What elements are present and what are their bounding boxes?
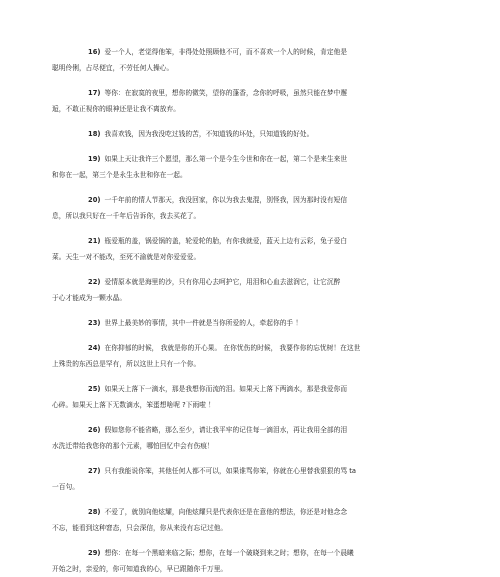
paragraph-text: 息，所以我只好在一千年后告诉你，我去买花了。 [52, 212, 201, 220]
paragraph-line [70, 340, 430, 356]
paragraph-line [70, 233, 430, 249]
paragraph [52, 274, 430, 306]
paragraph-text: 如果天上落下一滴水，那是我想你而流的泪。如果天上落下两滴水，那是我爱你而 [104, 385, 348, 393]
paragraph-number: 18) [88, 130, 101, 138]
paragraph-text: 不爱了，就别向他炫耀，向他炫耀只是代表你还是在意他的想法，你还是对他念念 [104, 508, 348, 516]
paragraph-line [52, 561, 430, 577]
paragraph-text: 爱情原本就是海里的沙，只有你用心去呵护它，用泪和心血去滋润它，让它沉醉 [104, 278, 341, 286]
paragraph-text: 爱一个人，老觉得他笨，非得处处照顾他不可，而不喜欢一个人的时候，肯定他是 [104, 48, 348, 56]
paragraph-number: 26) [88, 426, 101, 434]
paragraph [52, 192, 430, 224]
paragraph-line [70, 545, 430, 561]
paragraph-line [52, 520, 430, 536]
paragraph-line [70, 126, 430, 142]
paragraph-text: 在你抑郁的时候， 我就是你的开心果。 在你忧伤的时候， 我要作你的忘忧树！在这世 [104, 344, 361, 352]
paragraph-line [70, 85, 430, 101]
paragraph [52, 504, 430, 536]
paragraph-text: 瓶爱瓶的盖，锅爱锅的盖，轮爱轮的胎，有你我就爱，蓝天上边有云彩，兔子爱白 [104, 237, 348, 245]
paragraph [52, 463, 430, 495]
paragraph [52, 151, 430, 183]
paragraph-text: 我喜欢钱，因为我没吃过钱的苦，不知道钱的坏处，只知道钱的好处。 [104, 130, 314, 138]
paragraph-text: 如果上天让我许三个愿望，那么第一个是今生今世和你在一起，第二个是来生来世 [104, 155, 348, 163]
paragraph-line [70, 315, 430, 331]
paragraph-number: 28) [88, 508, 101, 516]
paragraph-line [52, 479, 430, 495]
paragraph [70, 315, 430, 331]
paragraph-line [70, 274, 430, 290]
paragraph-number: 23) [88, 319, 101, 327]
paragraph-text: 逅，不敢正视你的眼神还是让我不离放弃。 [52, 105, 181, 113]
paragraph-line [52, 290, 430, 306]
paragraph-text: 不忘，能看到这种窘态，只会深信，你从来没有忘记过他。 [52, 524, 228, 532]
paragraph-text: 开始之时，亲爱的，你可知道我的心，早已跟随你千万里。 [52, 565, 228, 573]
paragraph-text: 想你：在每一个黑暗来临之际；想你，在每一个破晓到来之时；想你，在每一个晨曦 [104, 549, 354, 557]
paragraph-text: 世界上最美妙的事情，其中一件就是当你所爱的人，牵起你的手 ！ [104, 319, 303, 327]
paragraph-line [52, 438, 430, 454]
paragraph-text: 一千年前的情人节那天，我没回家，你以为我去鬼混，别怪我，因为那时没有短信 [104, 196, 348, 204]
paragraph-line [70, 504, 430, 520]
paragraph-line [52, 60, 430, 76]
paragraph-number: 25) [88, 385, 101, 393]
paragraph-number: 17) [88, 89, 101, 97]
paragraph-text: 上殊贵的东西总是罕有，所以这世上只有一个你。 [52, 360, 201, 368]
paragraph-line [52, 249, 430, 265]
paragraph [70, 126, 430, 142]
paragraph [52, 44, 430, 76]
paragraph-number: 29) [88, 549, 101, 557]
paragraph-line [70, 463, 430, 479]
paragraph [52, 233, 430, 265]
paragraph-line [52, 167, 430, 183]
paragraph [52, 381, 430, 413]
paragraph-text: 和你在一起，第三个是永生永世和你在一起。 [52, 171, 187, 179]
paragraph-line [70, 151, 430, 167]
paragraph-text: 聪明伶俐，占尽便宜，不劳任何人操心。 [52, 64, 174, 72]
paragraph-number: 21) [88, 237, 101, 245]
paragraph [52, 545, 430, 577]
paragraph-line [70, 44, 430, 60]
paragraph-text: 心碎。如果天上落下无数滴水，笨蛋想啥呢 ?下雨啦 ！ [52, 401, 215, 409]
paragraph-line [70, 192, 430, 208]
paragraph-line [70, 422, 430, 438]
paragraph-line [70, 381, 430, 397]
paragraph-number: 24) [88, 344, 101, 352]
paragraph-text: 水洗迁带给我您你的那个元素，哪怕回忆中会有伤痕！ [52, 442, 214, 450]
paragraph-line [52, 101, 430, 117]
paragraph [52, 340, 430, 372]
paragraph-text: 于心才能成为一颗水晶。 [52, 294, 127, 302]
paragraph-text: 一百句。 [52, 483, 79, 491]
paragraph-text: 假如您你不能省略，那么至少，请让我平牢的记住每一滴泪水，再让我用全部的泪 [104, 426, 348, 434]
paragraph-number: 20) [88, 196, 101, 204]
paragraph-line [52, 356, 430, 372]
paragraph-number: 19) [88, 155, 101, 163]
paragraph-text: 只有我能说你笨，其他任何人都不可以，如果谁骂你笨，你就在心里替我狠狠的骂 ta [104, 467, 357, 475]
paragraph-line [52, 397, 430, 413]
paragraph-number: 22) [88, 278, 101, 286]
paragraph-number: 16) [88, 48, 101, 56]
paragraph [52, 85, 430, 117]
paragraph-number: 27) [88, 467, 101, 475]
paragraph-text: 菜。天生一对不能改，至死不渝就是对你爱爱爱。 [52, 253, 201, 261]
paragraph-text: 等你：在寂寞的夜里，想你的微笑，望你的蓬香，念你的呼吸，虽然只能在梦中邂 [104, 89, 348, 97]
paragraph [52, 422, 430, 454]
paragraph-line [52, 208, 430, 224]
